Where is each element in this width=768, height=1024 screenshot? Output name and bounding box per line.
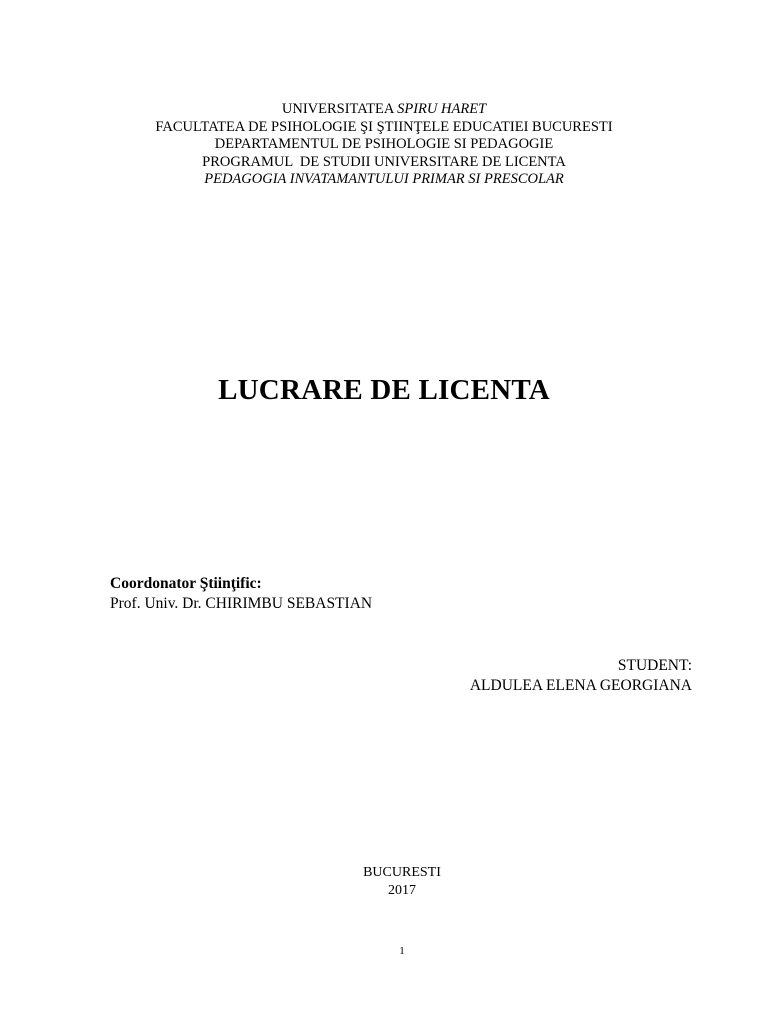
coordinator-label: Coordonator Ştiinţific: — [110, 575, 262, 592]
student-block — [470, 656, 692, 696]
student-label: STUDENT: — [617, 657, 692, 674]
university-name: SPIRU HARET — [397, 101, 487, 117]
program-line: PROGRAMUL DE STUDII UNIVERSITARE DE LICENTA — [202, 153, 566, 170]
university-line — [0, 101, 768, 119]
coordinator-block — [110, 574, 372, 613]
city: BUCURESTI — [363, 865, 441, 880]
year: 2017 — [388, 883, 416, 898]
specialization-line: PEDAGOGIA INVATAMANTULUI PRIMAR SI PRESCOLAR — [204, 171, 564, 188]
university-prefix: UNIVERSITATEA — [281, 101, 398, 117]
faculty-line: FACULTATEA DE PSIHOLOGIE ŞI ŞTIINŢELE EDUCATIEI BUCURESTI — [155, 118, 613, 135]
page-number: 1 — [399, 945, 405, 957]
institution-header — [0, 101, 768, 189]
department-line: DEPARTAMENTUL DE PSIHOLOGIE SI PEDAGOGIE — [214, 136, 554, 153]
thesis-title: LUCRARE DE LICENTA — [218, 374, 550, 406]
coordinator-name: Prof. Univ. Dr. CHIRIMBU SEBASTIAN — [110, 594, 373, 612]
student-name: ALDULEA ELENA GEORGIANA — [469, 677, 692, 694]
place-date-block — [0, 864, 768, 900]
